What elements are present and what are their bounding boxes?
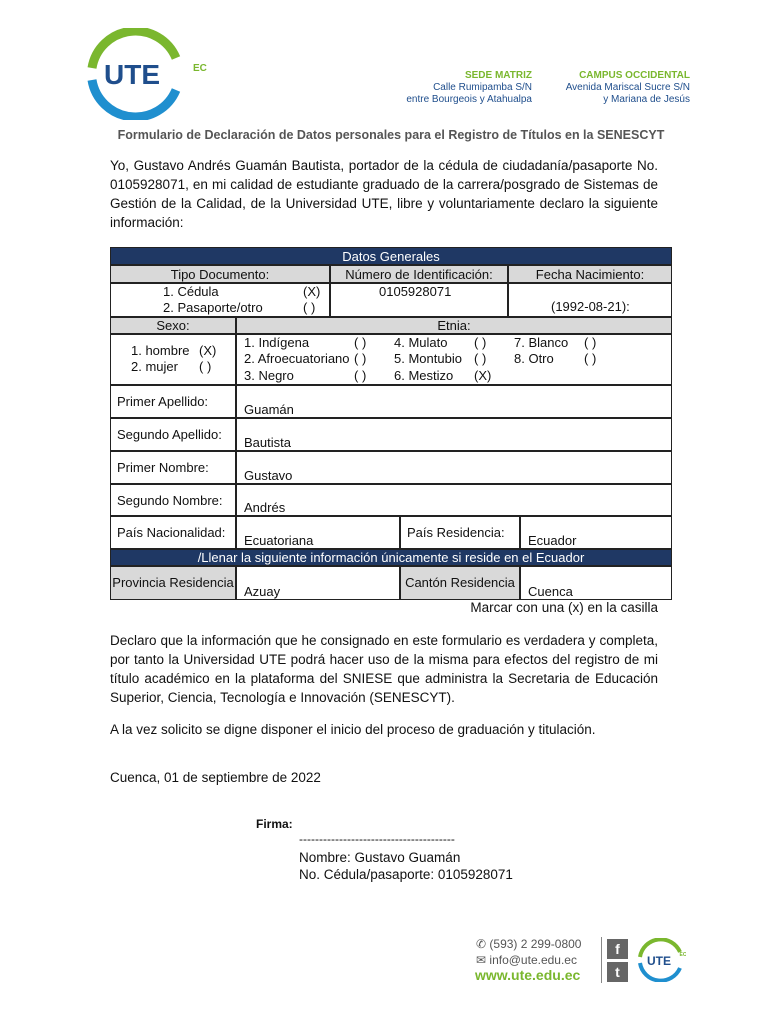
pais-residencia-label: País Residencia: — [400, 516, 520, 549]
marking-note: Marcar con una (x) en la casilla — [470, 600, 658, 615]
sede-line1: Calle Rumipamba S/N — [433, 82, 532, 93]
form-title: Formulario de Declaración de Datos personales para el Registro de Títulos en la SENESCYT — [117, 128, 665, 142]
signature-block — [299, 849, 513, 883]
provincia-value: Azuay — [236, 566, 400, 600]
signer-id: No. Cédula/pasaporte: 0105928071 — [299, 867, 513, 882]
primer-nombre-value: Gustavo — [236, 451, 672, 484]
etnia-indigena: 1. Indígena — [244, 335, 310, 350]
footer-web: www.ute.edu.ec — [475, 967, 581, 983]
etnia-mestizo: 6. Mestizo — [394, 368, 454, 383]
provincia-label: Provincia Residencia — [110, 566, 236, 600]
footer-divider — [601, 937, 602, 983]
etnia-negro: 3. Negro — [244, 368, 294, 383]
canton-label: Cantón Residencia — [400, 566, 520, 600]
phone-number: (593) 2 299-0800 — [489, 937, 582, 951]
pais-nacionalidad-value: Ecuatoriana — [236, 516, 400, 549]
logo-text: UTE — [104, 59, 160, 90]
col-numero-identificacion: Número de Identificación: — [330, 265, 508, 283]
segundo-apellido-value: Bautista — [236, 418, 672, 451]
etnia-mestizo-mark: (X) — [474, 368, 492, 383]
doc-option-pasaporte-mark: ( ) — [303, 300, 316, 315]
phone-icon: ✆ — [476, 937, 487, 951]
pais-nacionalidad-label: País Nacionalidad: — [110, 516, 236, 549]
etnia-mulato-mark: ( ) — [474, 335, 487, 350]
footer-phone — [476, 937, 581, 951]
footer-ute-logo — [636, 938, 686, 982]
intro-paragraph: Yo, Gustavo Andrés Guamán Bautista, portador de la cédula de ciudadanía/pasaporte No. 0105928071, en mi calidad de estudiante graduado de la carrera/posgrado de Sistemas de Gestión de la Calidad, de la Universidad UTE, libre y voluntariamente declaro la siguiente información: — [110, 158, 658, 230]
facebook-icon: f — [607, 939, 628, 959]
fecha-nacimiento: (1992-08-21): — [551, 299, 630, 314]
etnia-mulato: 4. Mulato — [394, 335, 448, 350]
etnia-otro: 8. Otro — [514, 351, 554, 366]
twitter-icon: t — [607, 962, 628, 982]
etnia-negro-mark: ( ) — [354, 368, 367, 383]
table-title: Datos Generales — [110, 247, 672, 265]
etnia-afroecuatoriano: 2. Afroecuatoriano — [244, 351, 350, 366]
segundo-nombre-value: Andrés — [236, 484, 672, 516]
numero-identificacion-cell — [330, 283, 508, 317]
campus-line1: Avenida Mariscal Sucre S/N — [565, 82, 690, 93]
segundo-nombre-label: Segundo Nombre: — [110, 484, 236, 516]
primer-apellido-label: Primer Apellido: — [110, 385, 236, 418]
etnia-otro-mark: ( ) — [584, 351, 597, 366]
request-paragraph: A la vez solicito se digne disponer el inicio del proceso de graduación y titulación. — [110, 722, 596, 737]
footer-logo-ec: EC — [679, 952, 686, 958]
etnia-montubio-mark: ( ) — [474, 351, 487, 366]
doc-option-pasaporte: 2. Pasaporte/otro — [163, 300, 263, 315]
ecuador-only-header: /Llenar la siguiente información únicamente si reside en el Ecuador — [110, 549, 672, 566]
signer-name: Nombre: Gustavo Guamán — [299, 850, 461, 865]
etnia-afroecuatoriano-mark: ( ) — [354, 351, 367, 366]
etnia-indigena-mark: ( ) — [354, 335, 367, 350]
footer-logo-text: UTE — [647, 954, 671, 968]
primer-apellido-value: Guamán — [236, 385, 672, 418]
sede-line2: entre Bourgeois y Atahualpa — [406, 94, 532, 105]
sexo-hombre: 1. hombre — [131, 343, 190, 358]
fecha-nacimiento-cell — [508, 283, 672, 317]
mail-icon: ✉ — [476, 953, 487, 967]
pais-residencia-value: Ecuador — [520, 516, 672, 549]
campus-title: CAMPUS OCCIDENTAL — [579, 70, 690, 81]
sexo-header: Sexo: — [110, 317, 236, 334]
sexo-mujer: 2. mujer — [131, 359, 178, 374]
sexo-cell — [110, 334, 236, 385]
canton-value: Cuenca — [520, 566, 672, 600]
sexo-hombre-mark: (X) — [199, 343, 217, 358]
place-date: Cuenca, 01 de septiembre de 2022 — [110, 770, 321, 785]
etnia-blanco: 7. Blanco — [514, 335, 569, 350]
doc-option-cedula-mark: (X) — [303, 284, 321, 299]
etnia-blanco-mark: ( ) — [584, 335, 597, 350]
sexo-mujer-mark: ( ) — [199, 359, 212, 374]
sede-title: SEDE MATRIZ — [464, 70, 532, 81]
declaration-paragraph: Declaro que la información que he consignado en este formulario es verdadera y completa, por tanto la Universidad UTE podrá hacer uso de la misma para efectos del registro de mi título académico en la plataforma del SNIESE que administra la Secretaria de Educación Superior, Ciencia, Tecnología e Innovación (SENESCYT). — [110, 633, 658, 705]
col-tipo-documento: Tipo Documento: — [110, 265, 330, 283]
logo-ec: EC — [193, 63, 207, 74]
campus-address — [540, 70, 690, 106]
tipo-documento-cell — [110, 283, 330, 317]
etnia-montubio: 5. Montubio — [394, 351, 462, 366]
campus-line2: y Mariana de Jesús — [603, 94, 690, 105]
etnia-header: Etnia: — [236, 317, 672, 334]
numero-identificacion: 0105928071 — [379, 284, 452, 299]
etnia-cell — [236, 334, 672, 385]
segundo-apellido-label: Segundo Apellido: — [110, 418, 236, 451]
email-address: info@ute.edu.ec — [489, 953, 577, 967]
sede-address — [370, 70, 532, 106]
footer-email — [476, 953, 577, 967]
signature-line: --------------------------------------- — [299, 832, 455, 846]
primer-nombre-label: Primer Nombre: — [110, 451, 236, 484]
firma-label: Firma: — [256, 817, 293, 831]
col-fecha-nacimiento: Fecha Nacimiento: — [508, 265, 672, 283]
ute-logo — [84, 28, 188, 120]
doc-option-cedula: 1. Cédula — [163, 284, 219, 299]
